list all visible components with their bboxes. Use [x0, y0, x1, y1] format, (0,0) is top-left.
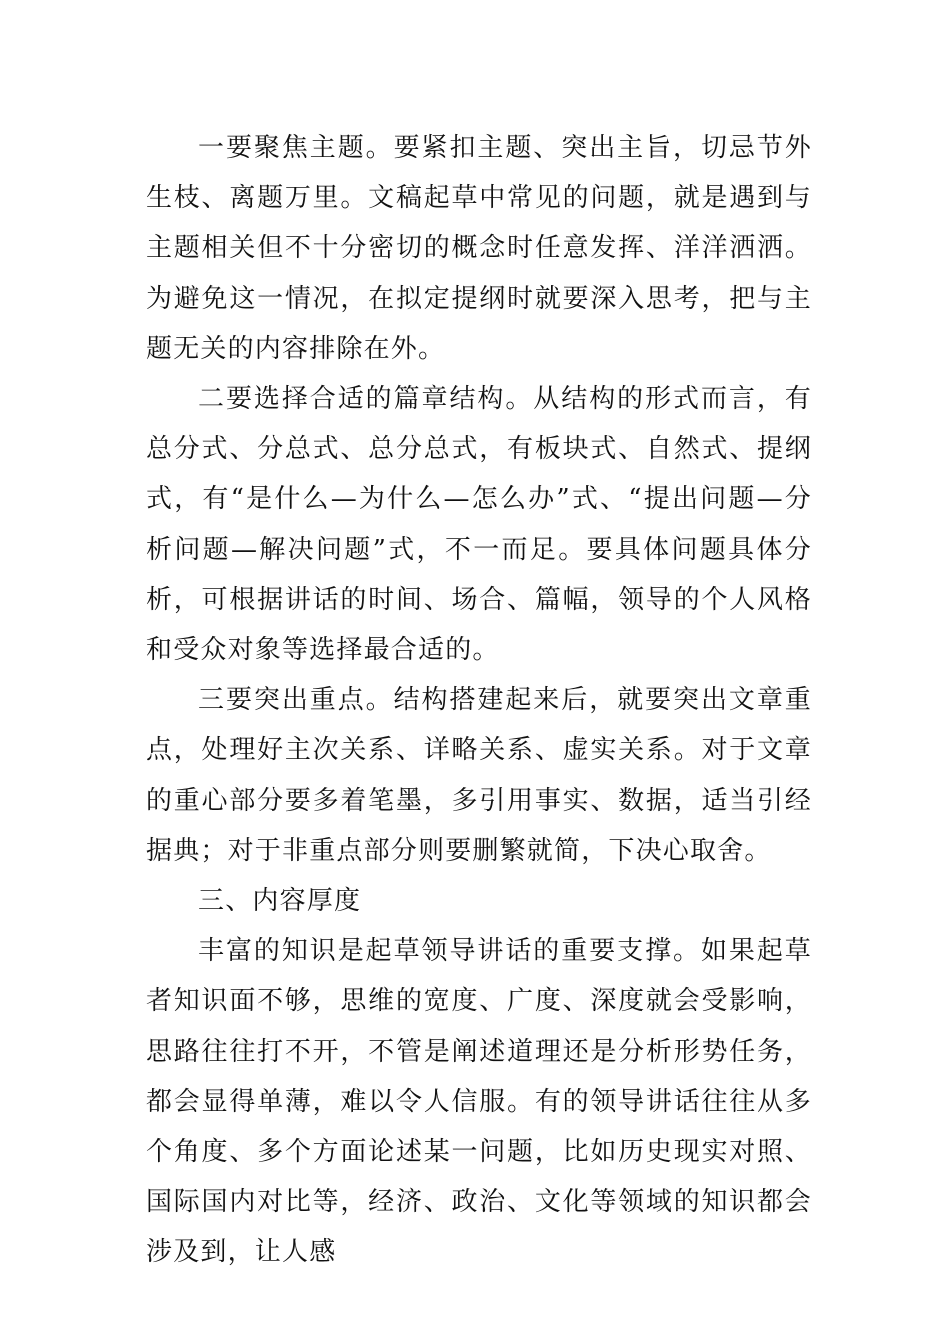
- paragraph-focus-theme: 一要聚焦主题。要紧扣主题、突出主旨，切忌节外生枝、离题万里。文稿起草中常见的问题，就是遇到与主题相关但不十分密切的概念时任意发挥、洋洋洒洒。为避免这一情况，在拟定提纲时就要深入思考，把与主题无关的内容排除在外。: [146, 133, 812, 364]
- paragraph-knowledge: 丰富的知识是起草领导讲话的重要支撑。如果起草者知识面不够，思维的宽度、广度、深度就会受影响，思路往往打不开，不管是阐述道理还是分析形势任务，都会显得单薄，难以令人信服。有的领导讲话往往从多个角度、多个方面论述某一问题，比如历史现实对照、国际国内对比等，经济、政治、文化等领域的知识都会涉及到，让人感: [146, 936, 812, 1268]
- paragraph-structure: 二要选择合适的篇章结构。从结构的形式而言，有总分式、分总式、总分总式，有板块式、自然式、提纲式，有“是什么—为什么—怎么办”式、“提出问题—分析问题—解决问题”式，不一而足。要具体问题具体分析，可根据讲话的时间、场合、篇幅，领导的个人风格和受众对象等选择最合适的。: [146, 384, 812, 666]
- document-body: [146, 123, 812, 1278]
- section-heading-content-depth: 三、内容厚度: [198, 886, 362, 917]
- paragraph-highlight-key-points: 三要突出重点。结构搭建起来后，就要突出文章重点，处理好主次关系、详略关系、虚实关系。对于文章的重心部分要多着笔墨，多引用事实、数据，适当引经据典；对于非重点部分则要删繁就简，下决心取舍。: [146, 685, 812, 866]
